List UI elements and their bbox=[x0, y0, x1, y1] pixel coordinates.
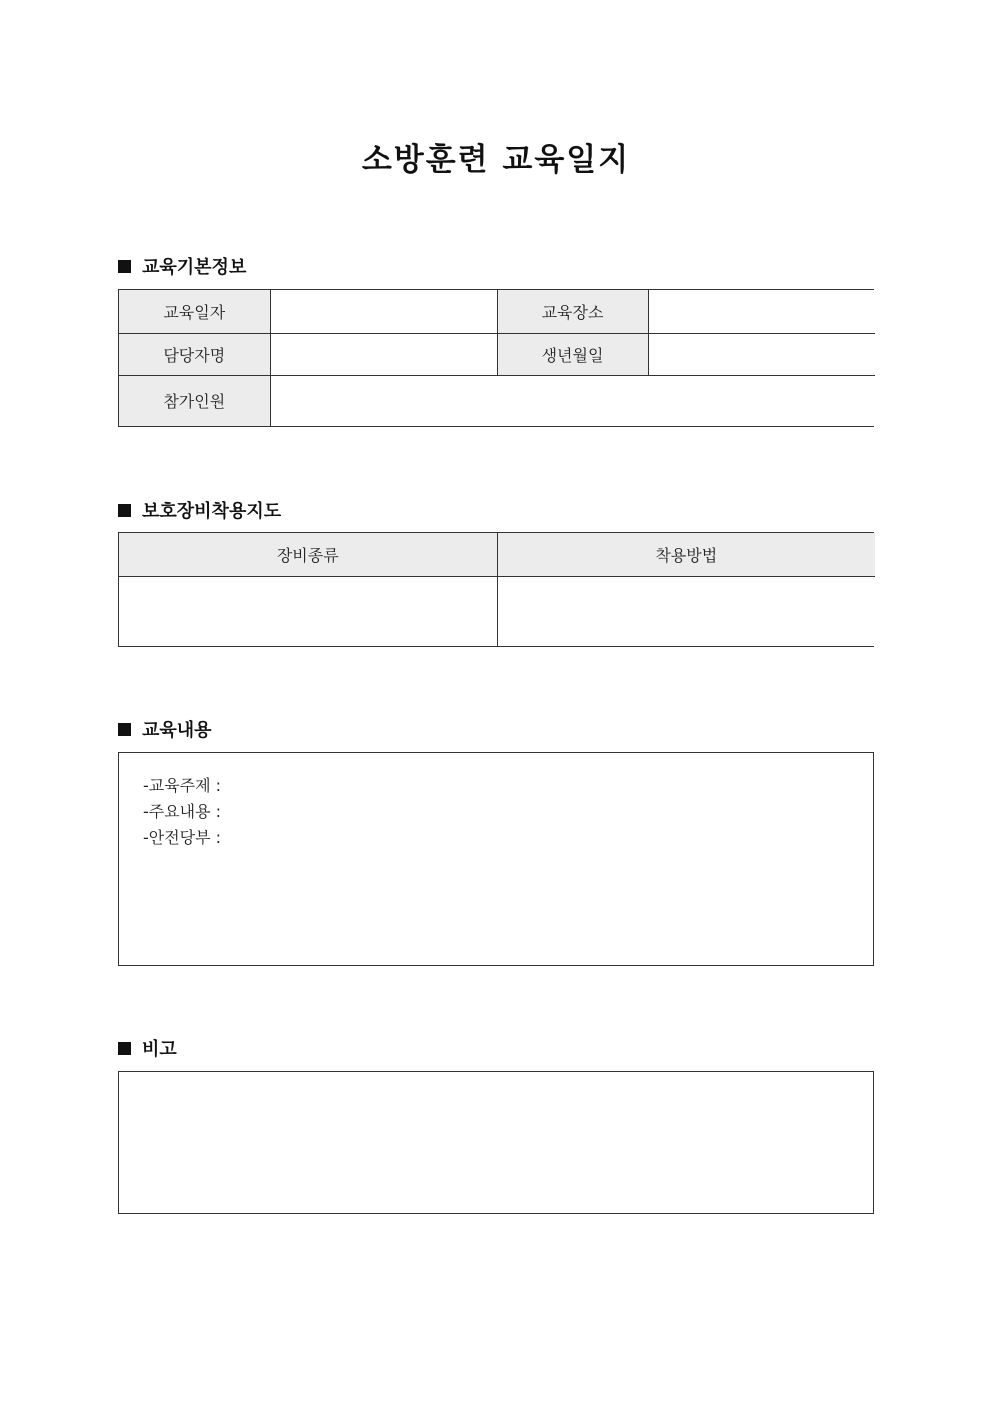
square-bullet-icon bbox=[118, 1042, 131, 1055]
equipment-type-field[interactable] bbox=[119, 576, 497, 646]
education-place-field[interactable] bbox=[648, 290, 875, 333]
label-manager-name: 담당자명 bbox=[119, 333, 270, 375]
page-title: 소방훈련 교육일지 bbox=[361, 142, 631, 178]
remarks-box[interactable] bbox=[118, 1071, 874, 1214]
label-participants: 참가인원 bbox=[119, 375, 270, 426]
content-line-topic: -교육주제 : bbox=[143, 776, 222, 795]
square-bullet-icon bbox=[118, 723, 131, 736]
section-title: 교육내용 bbox=[142, 720, 212, 741]
square-bullet-icon bbox=[118, 260, 131, 273]
section-title: 교육기본정보 bbox=[142, 257, 247, 278]
column-header-wearing-method: 착용방법 bbox=[497, 533, 875, 576]
content-line-safety: -안전당부 : bbox=[143, 828, 222, 847]
manager-name-field[interactable] bbox=[270, 333, 497, 375]
content-line-main: -주요내용 : bbox=[143, 802, 222, 821]
equipment-table bbox=[118, 532, 874, 647]
section-heading-basic-info bbox=[118, 253, 246, 279]
square-bullet-icon bbox=[118, 504, 131, 517]
education-content-box[interactable] bbox=[118, 752, 874, 966]
participants-field[interactable] bbox=[270, 375, 875, 426]
label-birth-date: 생년월일 bbox=[497, 333, 648, 375]
section-heading-equipment bbox=[118, 497, 281, 523]
wearing-method-field[interactable] bbox=[497, 576, 875, 646]
education-date-field[interactable] bbox=[270, 290, 497, 333]
label-education-date: 교육일자 bbox=[119, 290, 270, 333]
birth-date-field[interactable] bbox=[648, 333, 875, 375]
basic-info-table bbox=[118, 289, 874, 427]
section-heading-content bbox=[118, 716, 212, 742]
label-education-place: 교육장소 bbox=[497, 290, 648, 333]
section-heading-remarks bbox=[118, 1035, 177, 1061]
section-title: 보호장비착용지도 bbox=[142, 501, 282, 522]
column-header-equipment-type: 장비종류 bbox=[119, 533, 497, 576]
section-title: 비고 bbox=[142, 1039, 177, 1060]
